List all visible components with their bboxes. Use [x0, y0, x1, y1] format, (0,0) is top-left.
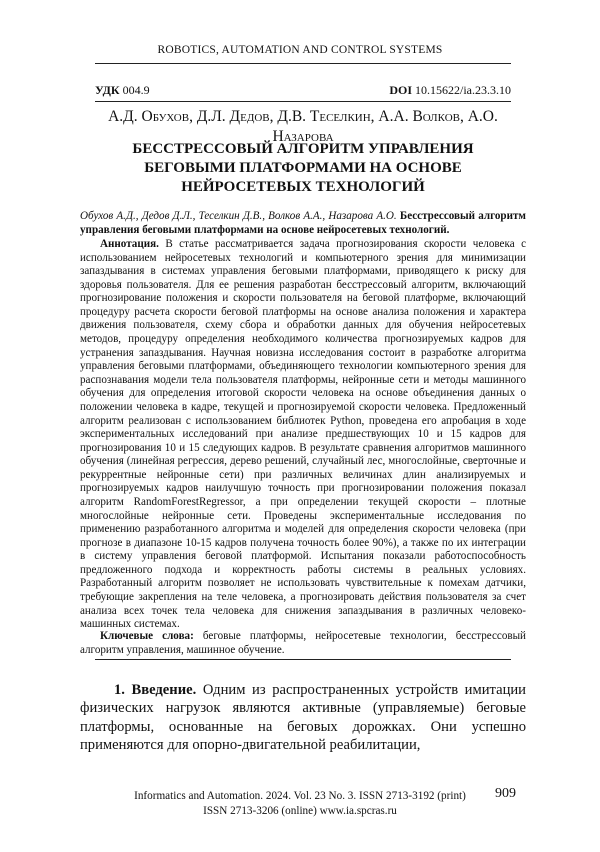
udk-line [95, 83, 150, 98]
footer-issn-line: ISSN 2713-3206 (online) www.ia.spcras.ru [203, 805, 397, 817]
doi-value: 10.15622/ia.23.3.10 [415, 83, 511, 97]
keywords-label: Ключевые слова: [100, 630, 194, 642]
doi-line [389, 83, 511, 98]
udk-label: УДК [95, 83, 120, 97]
doi-label: DOI [389, 83, 412, 97]
author-list: А.Д. Обухов, Д.Л. Дедов, Д.В. Теселкин, А.А. Волков, А.О. Назарова [108, 108, 498, 145]
footer-journal-line: Informatics and Automation. 2024. Vol. 23 No. 3. ISSN 2713-3192 (print) [134, 790, 466, 802]
intro-paragraph [80, 681, 526, 754]
abstract-text: В статье рассматривается задача прогнозирования скорости человека с использованием нейросетевых технологий и компьютерного зрения для минимизации запаздывания в системах управления беговыми платформами, приводящего к риску для здоровья пользователя. Для ее решения разработан бесстрессовый алгоритм, включающий прогнозирование положения и скорости пользователя на беговой платформе, включающий процедуру расчета скорости беговой платформы на основе анализа положения и характера движения пользователя, схему сбора и обработки данных для обучения нейросетевых методов, процедуру определения необходимого количества прогнозируемых кадров для устранения запаздывания. Научная новизна исследования состоит в разработке алгоритма управления беговыми платформами, объединяющего технологии компьютерного зрения для распознавания модели тела пользователя платформы, нейронные сети и методы машинного обучения для определения итоговой скорости человека на основе объединения данных о положении человека в кадре, текущей и прогнозируемой скорости человека. Предложенный алгоритм реализован с использованием библиотек Python, проведена его апробация в ходе экспериментальных исследований при анализе предшествующих 10 и 15 кадров для прогнозирования 10 и 15 следующих кадров. В результате сравнения алгоритмов машинного обучения (линейная регрессия, дерево решений, случайный лес, многослойные, сверточные и рекуррентные нейронные сети) при различных величинах длин анализируемых и прогнозируемых кадров наилучшую точность при прогнозировании положения показал алгоритм RandomForestRegressor, а при определении текущей скорости – плотные многослойные нейронные сети. Проведены экспериментальные исследования по применению разработанного алгоритма и моделей для определения скорости человека (при прогнозе в диапазоне 10-15 кадров получена точность более 90%), а также по их интеграции в систему управления беговой платформой. Испытания показали работоспособность предложенного подхода и корректность работы системы в реальных условиях. Разработанный алгоритм позволяет не использовать чувствительные к помехам датчики, требующие закрепления на теле человека, а прогнозировать действия пользователя за счет анализа всех точек тела человека для снижения запаздывания в различных человеко-машинных системах. [80, 238, 526, 631]
running-head: ROBOTICS, AUTOMATION AND CONTROL SYSTEMS [157, 44, 443, 56]
page-number: 909 [495, 786, 516, 801]
intro-label: 1. Введение. [114, 682, 197, 698]
keywords-text: беговые платформы, нейросетевые технологии, бесстрессовый алгоритм управления, машинное обучение. [80, 630, 526, 656]
citation-title: Бесстрессовый алгоритм управления беговыми платформами на основе нейросетевых технологий. [80, 210, 526, 236]
article-title: БЕССТРЕССОВЫЙ АЛГОРИТМ УПРАВЛЕНИЯ БЕГОВЫМИ ПЛАТФОРМАМИ НА ОСНОВЕ НЕЙРОСЕТЕВЫХ ТЕХНОЛОГИЙ [132, 141, 474, 195]
citation-block [80, 210, 526, 237]
intro-text: Одним из распространенных устройств имитации физических нагрузок являются активные (управляемые) беговые платформы, основанные на беговых дорожках. Они успешно применяются для опорно-двигательной реабилитации, [80, 682, 526, 753]
keywords-rule [95, 659, 511, 660]
keywords [80, 630, 526, 657]
header-rule [95, 63, 511, 64]
udk-value: 004.9 [122, 83, 150, 97]
citation-authors: Обухов А.Д., Дедов Д.Л., Теселкин Д.В., Волков А.А., Назарова А.О. [80, 210, 397, 222]
abstract [80, 238, 526, 632]
doi-rule [95, 101, 511, 102]
abstract-label: Аннотация. [100, 238, 159, 250]
